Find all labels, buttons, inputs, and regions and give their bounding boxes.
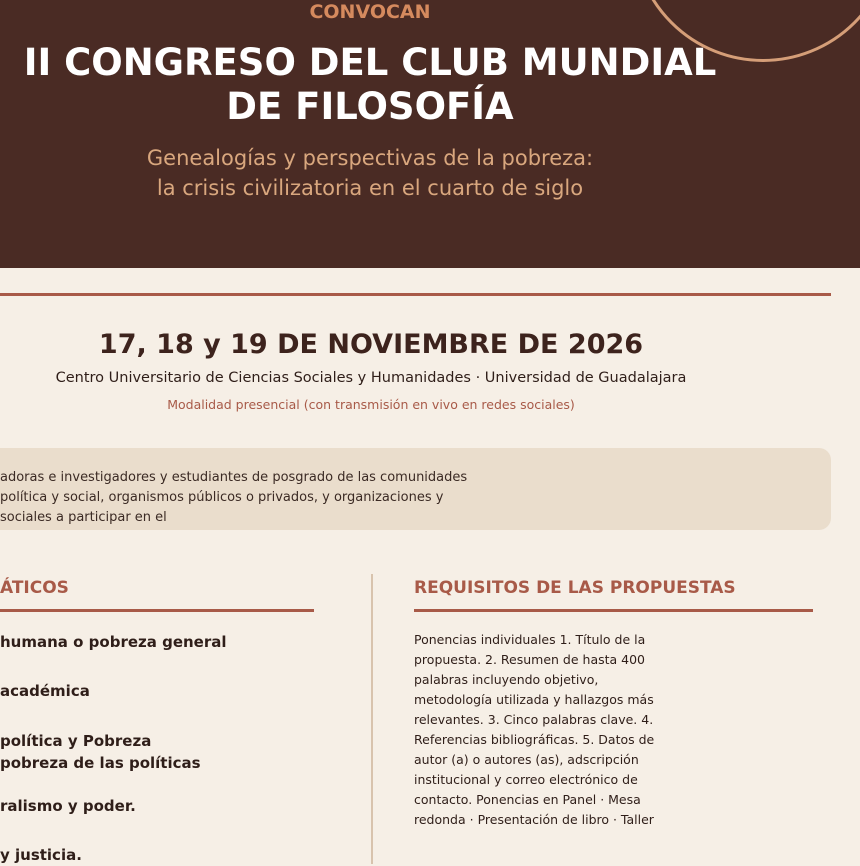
convocan-label: CONVOCAN xyxy=(309,1,431,23)
subtitle-line-2: la crisis civilizatoria en el cuarto de siglo xyxy=(156,176,584,200)
header-banner xyxy=(0,0,860,268)
title-line-2: DE FILOSOFÍA xyxy=(226,85,514,128)
subtitle-line-1: Genealogías y perspectivas de la pobreza: xyxy=(146,146,594,170)
event-dates: 17, 18 y 19 DE NOVIEMBRE DE 2026 xyxy=(98,329,644,360)
axis-item: y justicia. xyxy=(0,846,82,864)
axis-item: académica xyxy=(0,682,90,700)
page-title xyxy=(0,41,740,129)
requirements-heading-rule xyxy=(414,609,813,612)
requirements-heading: REQUISITOS DE LAS PROPUESTAS xyxy=(414,578,736,598)
divider-top xyxy=(0,293,831,296)
event-modality: Modalidad presencial (con transmisión en vivo en redes sociales) xyxy=(167,397,575,412)
axis-item: política y Pobreza pobreza de las políticas xyxy=(0,732,201,772)
axis-item: humana o pobreza general xyxy=(0,633,227,651)
subtitle xyxy=(0,143,740,203)
intro-text: adoras e investigadores y estudiantes de posgrado de las comunidades política y social, organismos públicos o privados, y organizaciones y sociales a participar en el xyxy=(0,470,468,525)
title-line-1: II CONGRESO DEL CLUB MUNDIAL xyxy=(23,41,717,84)
column-divider xyxy=(371,574,373,864)
axes-heading-rule xyxy=(0,609,314,612)
event-venue: Centro Universitario de Ciencias Sociales y Humanidades · Universidad de Guadalajara xyxy=(55,370,687,386)
intro-box xyxy=(0,448,831,530)
requirements-text: Ponencias individuales 1. Título de la propuesta. 2. Resumen de hasta 400 palabras incluyendo objetivo, metodología utilizada y hallazgos más relevantes. 3. Cinco palabras clave. 4. Referencias bibliográficas. 5. Datos de autor (a) o autores (as), adscripción institucional y correo electrónico de contacto. Ponencias en Panel · Mesa redonda · Presentación de libro · Taller xyxy=(414,632,655,827)
axis-item: ralismo y poder. xyxy=(0,797,136,815)
axes-heading: ÁTICOS xyxy=(0,578,69,598)
